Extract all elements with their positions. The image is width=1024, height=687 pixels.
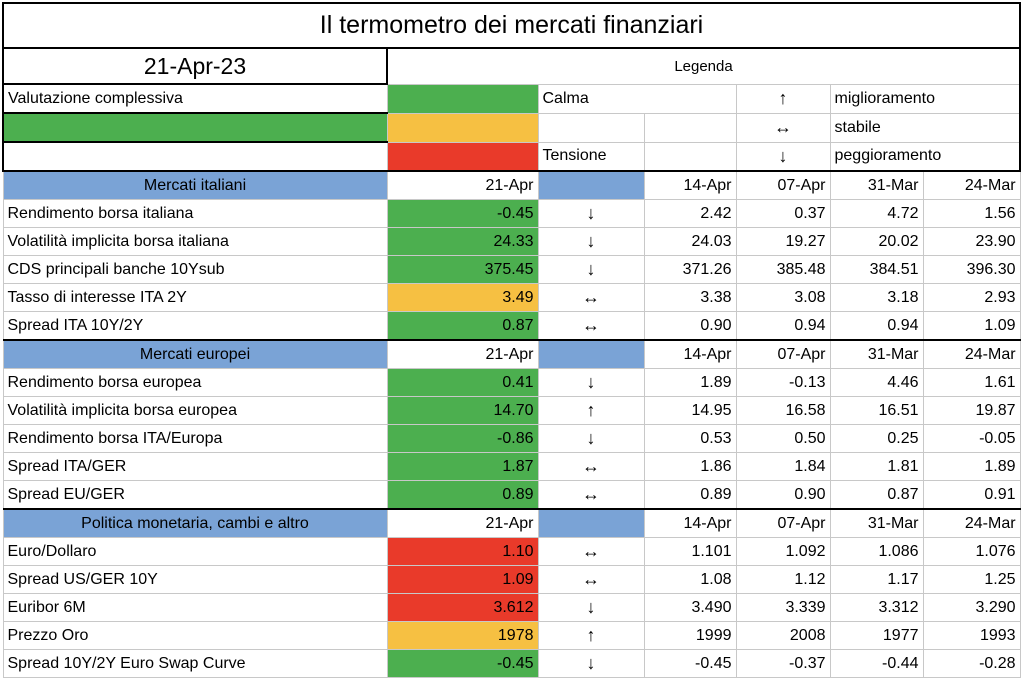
- thermometer-sheet: [2, 2, 1019, 684]
- trend-arrow-icon: ↓: [538, 594, 644, 622]
- indicator-history-value: 1.86: [644, 453, 736, 481]
- indicator-history-value: 1.89: [644, 369, 736, 397]
- indicator-history-value: 0.37: [736, 200, 830, 228]
- indicator-history-value: 1977: [830, 622, 923, 650]
- indicator-current-value: 24.33: [387, 228, 538, 256]
- indicator-history-value: 1.12: [736, 566, 830, 594]
- section-history-date: 07-Apr: [736, 509, 830, 538]
- section-history-date: 31-Mar: [830, 509, 923, 538]
- indicator-current-value: 1.10: [387, 538, 538, 566]
- indicator-current-value: 14.70: [387, 397, 538, 425]
- section-header-row: [3, 171, 1020, 200]
- indicator-history-value: 3.290: [923, 594, 1020, 622]
- indicator-history-value: -0.13: [736, 369, 830, 397]
- indicator-current-value: 1.09: [387, 566, 538, 594]
- indicator-row: [3, 538, 1020, 566]
- page-title: Il termometro dei mercati finanziari: [3, 3, 1020, 48]
- indicator-history-value: 0.87: [830, 481, 923, 510]
- indicator-history-value: 0.50: [736, 425, 830, 453]
- indicator-row: [3, 200, 1020, 228]
- indicator-row: [3, 650, 1020, 678]
- indicator-history-value: 16.51: [830, 397, 923, 425]
- legend-empty-cell: [3, 142, 387, 171]
- indicator-history-value: 0.90: [736, 481, 830, 510]
- indicator-label: Rendimento borsa ITA/Europa: [3, 425, 387, 453]
- indicator-history-value: 1999: [644, 622, 736, 650]
- trend-arrow-icon: ↓: [538, 256, 644, 284]
- trend-arrow-icon: ↑: [538, 622, 644, 650]
- indicator-history-value: 1.09: [923, 312, 1020, 341]
- indicator-history-value: 16.58: [736, 397, 830, 425]
- indicator-row: [3, 622, 1020, 650]
- section-header-row: [3, 509, 1020, 538]
- indicator-history-value: 3.18: [830, 284, 923, 312]
- indicator-history-value: 2.42: [644, 200, 736, 228]
- legend-up-arrow-icon: ↑: [736, 84, 830, 113]
- indicator-history-value: 1.56: [923, 200, 1020, 228]
- indicator-label: Tasso di interesse ITA 2Y: [3, 284, 387, 312]
- section-history-date: 14-Apr: [644, 509, 736, 538]
- indicator-history-value: 0.91: [923, 481, 1020, 510]
- indicator-history-value: 14.95: [644, 397, 736, 425]
- section-current-date: 21-Apr: [387, 171, 538, 200]
- indicator-history-value: 1.086: [830, 538, 923, 566]
- indicator-history-value: 1.89: [923, 453, 1020, 481]
- legend-empty-cell: [538, 113, 644, 142]
- indicator-label: Spread ITA 10Y/2Y: [3, 312, 387, 341]
- trend-arrow-icon: ↔: [538, 538, 644, 566]
- indicator-current-value: 1.87: [387, 453, 538, 481]
- legend-green-swatch: [387, 84, 538, 113]
- indicator-label: Rendimento borsa italiana: [3, 200, 387, 228]
- indicator-label: CDS principali banche 10Ysub: [3, 256, 387, 284]
- indicator-row: [3, 594, 1020, 622]
- indicator-current-value: 3.612: [387, 594, 538, 622]
- trend-arrow-icon: ↓: [538, 200, 644, 228]
- indicator-row: [3, 566, 1020, 594]
- section-history-date: 14-Apr: [644, 171, 736, 200]
- legend-down-label: peggioramento: [830, 142, 1020, 171]
- indicator-history-value: 0.94: [830, 312, 923, 341]
- indicator-history-value: 1993: [923, 622, 1020, 650]
- indicator-history-value: 1.25: [923, 566, 1020, 594]
- indicator-history-value: 19.87: [923, 397, 1020, 425]
- indicator-history-value: 4.72: [830, 200, 923, 228]
- section-history-date: 07-Apr: [736, 340, 830, 369]
- section-history-date: 14-Apr: [644, 340, 736, 369]
- legend-heading: Legenda: [387, 48, 1020, 84]
- legend-row-tension: [3, 142, 1020, 171]
- indicator-current-value: 375.45: [387, 256, 538, 284]
- section-history-date: 31-Mar: [830, 171, 923, 200]
- section-title: Mercati italiani: [3, 171, 387, 200]
- indicator-history-value: 1.17: [830, 566, 923, 594]
- indicator-row: [3, 369, 1020, 397]
- indicator-current-value: 0.41: [387, 369, 538, 397]
- indicator-history-value: 384.51: [830, 256, 923, 284]
- indicator-current-value: 0.87: [387, 312, 538, 341]
- indicator-history-value: -0.37: [736, 650, 830, 678]
- section-history-date: 07-Apr: [736, 171, 830, 200]
- section-trend-header: [538, 340, 644, 369]
- legend-down-arrow-icon: ↓: [736, 142, 830, 171]
- indicator-history-value: 0.89: [644, 481, 736, 510]
- indicator-history-value: 4.46: [830, 369, 923, 397]
- indicator-label: Prezzo Oro: [3, 622, 387, 650]
- indicator-history-value: 24.03: [644, 228, 736, 256]
- indicator-history-value: 20.02: [830, 228, 923, 256]
- trend-arrow-icon: ↔: [538, 453, 644, 481]
- section-history-date: 31-Mar: [830, 340, 923, 369]
- section-history-date: 24-Mar: [923, 509, 1020, 538]
- indicator-label: Spread ITA/GER: [3, 453, 387, 481]
- section-current-date: 21-Apr: [387, 509, 538, 538]
- indicator-row: [3, 312, 1020, 341]
- indicator-row: [3, 284, 1020, 312]
- indicator-history-value: -0.05: [923, 425, 1020, 453]
- indicator-history-value: 1.076: [923, 538, 1020, 566]
- legend-row-calm: [3, 84, 1020, 113]
- trend-arrow-icon: ↑: [538, 397, 644, 425]
- trend-arrow-icon: ↔: [538, 284, 644, 312]
- section-trend-header: [538, 509, 644, 538]
- legend-up-label: miglioramento: [830, 84, 1020, 113]
- indicator-label: Rendimento borsa europea: [3, 369, 387, 397]
- indicator-history-value: 3.339: [736, 594, 830, 622]
- trend-arrow-icon: ↔: [538, 312, 644, 341]
- trend-arrow-icon: ↓: [538, 425, 644, 453]
- indicator-row: [3, 425, 1020, 453]
- title-row: [3, 3, 1020, 48]
- indicator-current-value: 3.49: [387, 284, 538, 312]
- indicator-history-value: 1.08: [644, 566, 736, 594]
- indicator-row: [3, 256, 1020, 284]
- indicator-history-value: 3.08: [736, 284, 830, 312]
- indicator-label: Spread EU/GER: [3, 481, 387, 510]
- indicator-label: Volatilità implicita borsa italiana: [3, 228, 387, 256]
- indicator-history-value: 19.27: [736, 228, 830, 256]
- legend-amber-swatch: [387, 113, 538, 142]
- indicator-history-value: 3.312: [830, 594, 923, 622]
- indicator-history-value: 0.90: [644, 312, 736, 341]
- indicator-history-value: 1.61: [923, 369, 1020, 397]
- indicator-history-value: 0.25: [830, 425, 923, 453]
- thermometer-table: [2, 2, 1021, 678]
- trend-arrow-icon: ↔: [538, 566, 644, 594]
- indicator-history-value: 23.90: [923, 228, 1020, 256]
- indicator-history-value: 1.092: [736, 538, 830, 566]
- indicator-history-value: -0.44: [830, 650, 923, 678]
- legend-tension-label: Tensione: [538, 142, 644, 171]
- indicator-history-value: 3.38: [644, 284, 736, 312]
- indicator-history-value: 371.26: [644, 256, 736, 284]
- indicator-row: [3, 397, 1020, 425]
- trend-arrow-icon: ↓: [538, 369, 644, 397]
- indicator-current-value: -0.86: [387, 425, 538, 453]
- indicator-history-value: 1.81: [830, 453, 923, 481]
- indicator-history-value: 2.93: [923, 284, 1020, 312]
- legend-red-swatch: [387, 142, 538, 171]
- indicator-row: [3, 453, 1020, 481]
- indicator-history-value: 1.101: [644, 538, 736, 566]
- section-history-date: 24-Mar: [923, 171, 1020, 200]
- trend-arrow-icon: ↓: [538, 650, 644, 678]
- indicator-history-value: 0.53: [644, 425, 736, 453]
- report-date: 21-Apr-23: [3, 48, 387, 84]
- indicator-history-value: 1.84: [736, 453, 830, 481]
- section-trend-header: [538, 171, 644, 200]
- indicator-current-value: -0.45: [387, 650, 538, 678]
- indicator-history-value: 2008: [736, 622, 830, 650]
- trend-arrow-icon: ↓: [538, 228, 644, 256]
- section-header-row: [3, 340, 1020, 369]
- indicator-row: [3, 481, 1020, 510]
- indicator-history-value: -0.28: [923, 650, 1020, 678]
- indicator-history-value: 396.30: [923, 256, 1020, 284]
- section-title: Mercati europei: [3, 340, 387, 369]
- indicator-label: Spread 10Y/2Y Euro Swap Curve: [3, 650, 387, 678]
- section-history-date: 24-Mar: [923, 340, 1020, 369]
- trend-arrow-icon: ↔: [538, 481, 644, 510]
- indicator-history-value: 385.48: [736, 256, 830, 284]
- indicator-label: Spread US/GER 10Y: [3, 566, 387, 594]
- indicator-current-value: 0.89: [387, 481, 538, 510]
- legend-empty-cell: [644, 113, 736, 142]
- legend-stable-label: stabile: [830, 113, 1020, 142]
- indicator-label: Euro/Dollaro: [3, 538, 387, 566]
- indicator-history-value: 3.490: [644, 594, 736, 622]
- indicator-history-value: -0.45: [644, 650, 736, 678]
- indicator-label: Euribor 6M: [3, 594, 387, 622]
- date-row: [3, 48, 1020, 84]
- section-current-date: 21-Apr: [387, 340, 538, 369]
- indicator-label: Volatilità implicita borsa europea: [3, 397, 387, 425]
- legend-calm-label: Calma: [538, 84, 736, 113]
- indicator-current-value: 1978: [387, 622, 538, 650]
- indicator-history-value: 0.94: [736, 312, 830, 341]
- legend-stable-arrow-icon: ↔: [736, 113, 830, 142]
- legend-empty-cell: [644, 142, 736, 171]
- overall-label: Valutazione complessiva: [3, 84, 387, 113]
- indicator-current-value: -0.45: [387, 200, 538, 228]
- indicator-row: [3, 228, 1020, 256]
- overall-status-indicator: [3, 113, 387, 142]
- legend-row-stable: [3, 113, 1020, 142]
- section-title: Politica monetaria, cambi e altro: [3, 509, 387, 538]
